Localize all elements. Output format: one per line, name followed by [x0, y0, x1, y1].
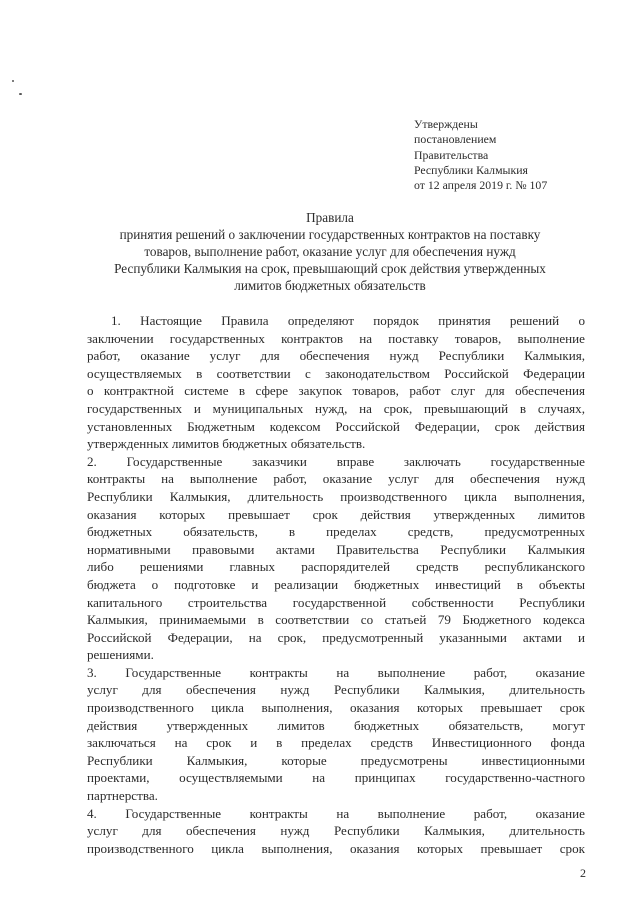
approval-line: от 12 апреля 2019 г. № 107 — [414, 178, 548, 193]
text-line: производственного цикла выполнения, оказания которых превышает срок — [87, 700, 585, 716]
text-line: либо решениями главных распорядителей средств республиканского — [87, 559, 585, 575]
text-line: заключаться на срок и в пределах средств Инвестиционного фонда — [87, 735, 585, 751]
paragraph-4 — [87, 805, 585, 858]
text-line: Калмыкия, принимаемыми в соответствии со статьей 79 Бюджетного кодекса — [87, 612, 585, 628]
approval-line: Правительства — [414, 147, 489, 162]
paragraph-1 — [87, 312, 585, 453]
text-line: 2. Государственные заказчики вправе заключать государственные — [87, 453, 585, 469]
document-body — [87, 312, 585, 857]
text-line: Российской Федерации, на срок, предусмотренный указанными актами и — [87, 629, 585, 645]
text-line: Республики Калмыкия, длительность производственного цикла выполнения, — [87, 488, 585, 504]
text-line: капитального строительства государственной собственности Республики — [87, 594, 585, 610]
text-line: 3. Государственные контракты на выполнение работ, оказание — [87, 664, 585, 680]
text-line: установленных Бюджетным кодексом Российской Федерации, срок действия — [87, 418, 585, 434]
text-line: решениями. — [87, 647, 154, 663]
approval-stamp-block — [414, 117, 614, 193]
text-line: действия утвержденных лимитов бюджетных обязательств, могут — [87, 717, 585, 733]
page-number: 2 — [580, 866, 586, 880]
scan-speck — [19, 93, 22, 95]
document-title — [70, 209, 590, 294]
text-line: 1. Настоящие Правила определяют порядок принятия решений о — [111, 313, 585, 328]
title-line: товаров, выполнение работ, оказание услуг для обеспечения нужд — [144, 244, 516, 259]
text-line: 4. Государственные контракты на выполнение работ, оказание — [87, 805, 585, 821]
title-line: лимитов бюджетных обязательств — [234, 278, 426, 293]
text-line: утвержденных лимитов бюджетных обязательств. — [87, 436, 366, 452]
title-line: Республики Калмыкия на срок, превышающий срок действия утвержденных — [114, 261, 546, 276]
title-line: принятия решений о заключении государственных контрактов на поставку — [119, 227, 541, 242]
text-line: Республики Калмыкия, которые предусмотрены инвестиционными — [87, 752, 585, 768]
text-line: проектами, осуществляемыми на принципах государственно-частного — [87, 770, 585, 786]
text-line: партнерства. — [87, 788, 158, 804]
scan-speck — [12, 80, 14, 82]
approval-line: постановлением — [414, 132, 497, 147]
approval-line: Республики Калмыкия — [414, 162, 528, 177]
text-line: нормативными правовыми актами Правительства Республики Калмыкия — [87, 541, 585, 557]
text-line: контракты на выполнение работ, оказание услуг для обеспечения нужд — [87, 471, 585, 487]
title-main: Правила — [306, 210, 354, 225]
text-line: услуг для обеспечения нужд Республики Калмыкия, длительность — [87, 682, 585, 698]
text-line: государственных и муниципальных нужд, на срок, превышающий в случаях, — [87, 400, 585, 416]
text-line: услуг для обеспечения нужд Республики Калмыкия, длительность — [87, 823, 585, 839]
text-line: бюджета о подготовке и реализации бюджетных инвестиций в объекты — [87, 576, 585, 592]
text-line: производственного цикла выполнения, оказания которых превышает срок — [87, 840, 585, 856]
text-line: о контрактной системе в сфере закупок товаров, работ слуг для обеспечения — [87, 383, 585, 399]
text-line: оказания которых превышает срок действия утвержденных лимитов — [87, 506, 585, 522]
approval-line: Утверждены — [414, 117, 478, 131]
text-line: работ, оказание услуг для обеспечения нужд Республики Калмыкия, — [87, 348, 585, 364]
text-line: осуществляемых в соответствии с законодательством Российской Федерации — [87, 365, 585, 381]
text-line: бюджетных обязательств, в пределах средств, предусмотренных — [87, 524, 585, 540]
paragraph-3 — [87, 664, 585, 805]
paragraph-2 — [87, 453, 585, 664]
text-line: заключении государственных контрактов на поставку товаров, выполнение — [87, 330, 585, 346]
